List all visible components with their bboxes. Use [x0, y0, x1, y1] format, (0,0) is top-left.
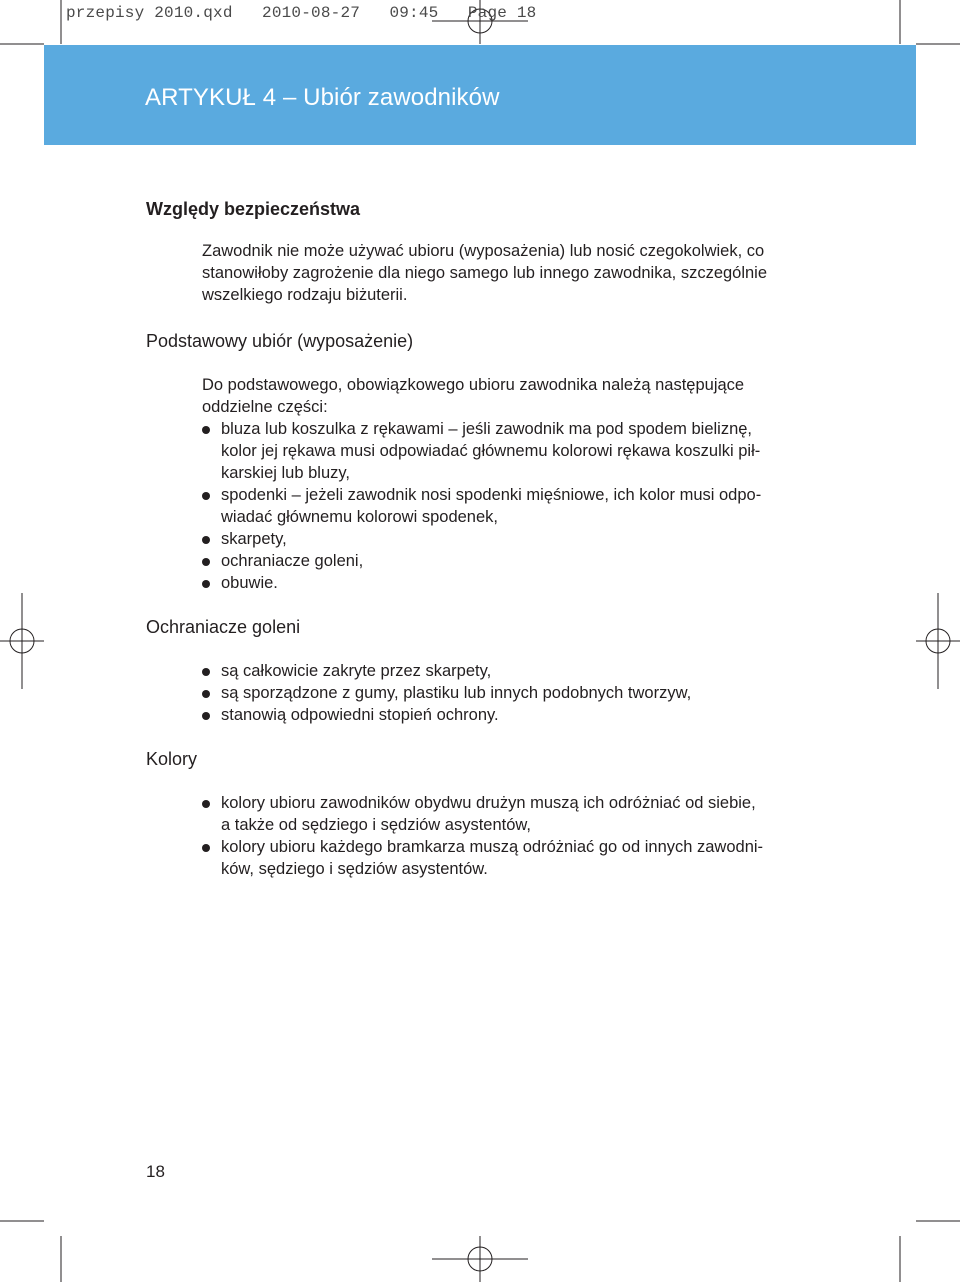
bullet-icon: [202, 580, 210, 588]
text-line: kolory ubioru każdego bramkarza muszą odróżniać go od innych zawodni-: [221, 838, 764, 856]
list-item: [202, 792, 842, 836]
bullet-icon: [202, 668, 210, 676]
text-line: oddzielne części:: [202, 398, 328, 416]
list-item: [202, 660, 842, 682]
list-item: [202, 572, 842, 594]
section-heading-safety: Względy bezpieczeństwa: [146, 199, 361, 219]
text-line: stanowiłoby zagrożenie dla niego samego lub innego zawodnika, szczególnie: [202, 264, 768, 282]
list-item: [202, 418, 842, 484]
text-line: Zawodnik nie może używać ubioru (wyposażenia) lub nosić czegokolwiek, co: [202, 242, 765, 260]
text-line: kolor jej rękawa musi odpowiadać głównemu kolorowi rękawa koszulki pił-: [221, 442, 761, 460]
text-line: wiadać głównemu kolorowi spodenek,: [221, 508, 498, 526]
list-item: [202, 836, 842, 880]
section-heading-colors: Kolory: [146, 749, 198, 769]
bullet-icon: [202, 800, 210, 808]
text-line: spodenki – jeżeli zawodnik nosi spodenki mięśniowe, ich kolor musi odpo-: [221, 486, 762, 504]
text-line: a także od sędziego i sędziów asystentów,: [221, 816, 532, 834]
text-line: skarpety,: [221, 530, 287, 548]
page-number: 18: [146, 1162, 165, 1181]
colors-list: [202, 792, 842, 880]
text-line: są sporządzone z gumy, plastiku lub innych podobnych tworzyw,: [221, 684, 692, 702]
safety-paragraph: [202, 240, 842, 306]
bullet-icon: [202, 536, 210, 544]
list-item: [202, 704, 842, 726]
bullet-icon: [202, 426, 210, 434]
bullet-icon: [202, 558, 210, 566]
section-heading-shin-guards: Ochraniacze goleni: [146, 617, 301, 637]
file-slug: przepisy 2010.qxd 2010-08-27 09:45 Page 18: [66, 4, 537, 22]
text-line: karskiej lub bluzy,: [221, 464, 350, 482]
text-line: są całkowicie zakryte przez skarpety,: [221, 662, 492, 680]
list-item: [202, 682, 842, 704]
shin-guards-list: [202, 660, 842, 726]
text-line: kolory ubioru zawodników obydwu drużyn muszą ich odróżniać od siebie,: [221, 794, 756, 812]
text-line: ochraniacze goleni,: [221, 552, 364, 570]
list-item: [202, 484, 842, 528]
text-line: Do podstawowego, obowiązkowego ubioru zawodnika należą następujące: [202, 376, 745, 394]
list-item: [202, 550, 842, 572]
basic-equipment-list: [202, 418, 842, 594]
section-heading-basic-equipment: Podstawowy ubiór (wyposażenie): [146, 331, 414, 351]
bullet-icon: [202, 844, 210, 852]
basic-intro-paragraph: [202, 374, 842, 418]
list-item: [202, 528, 842, 550]
article-banner: [44, 45, 916, 145]
article-title: ARTYKUŁ 4 – Ubiór zawodników: [145, 84, 500, 111]
text-line: wszelkiego rodzaju biżuterii.: [202, 286, 408, 304]
bullet-icon: [202, 492, 210, 500]
bullet-icon: [202, 712, 210, 720]
text-line: bluza lub koszulka z rękawami – jeśli zawodnik ma pod spodem bieliznę,: [221, 420, 753, 438]
text-line: ków, sędziego i sędziów asystentów.: [221, 860, 488, 878]
text-line: stanowią odpowiedni stopień ochrony.: [221, 706, 499, 724]
text-line: obuwie.: [221, 574, 278, 592]
bullet-icon: [202, 690, 210, 698]
